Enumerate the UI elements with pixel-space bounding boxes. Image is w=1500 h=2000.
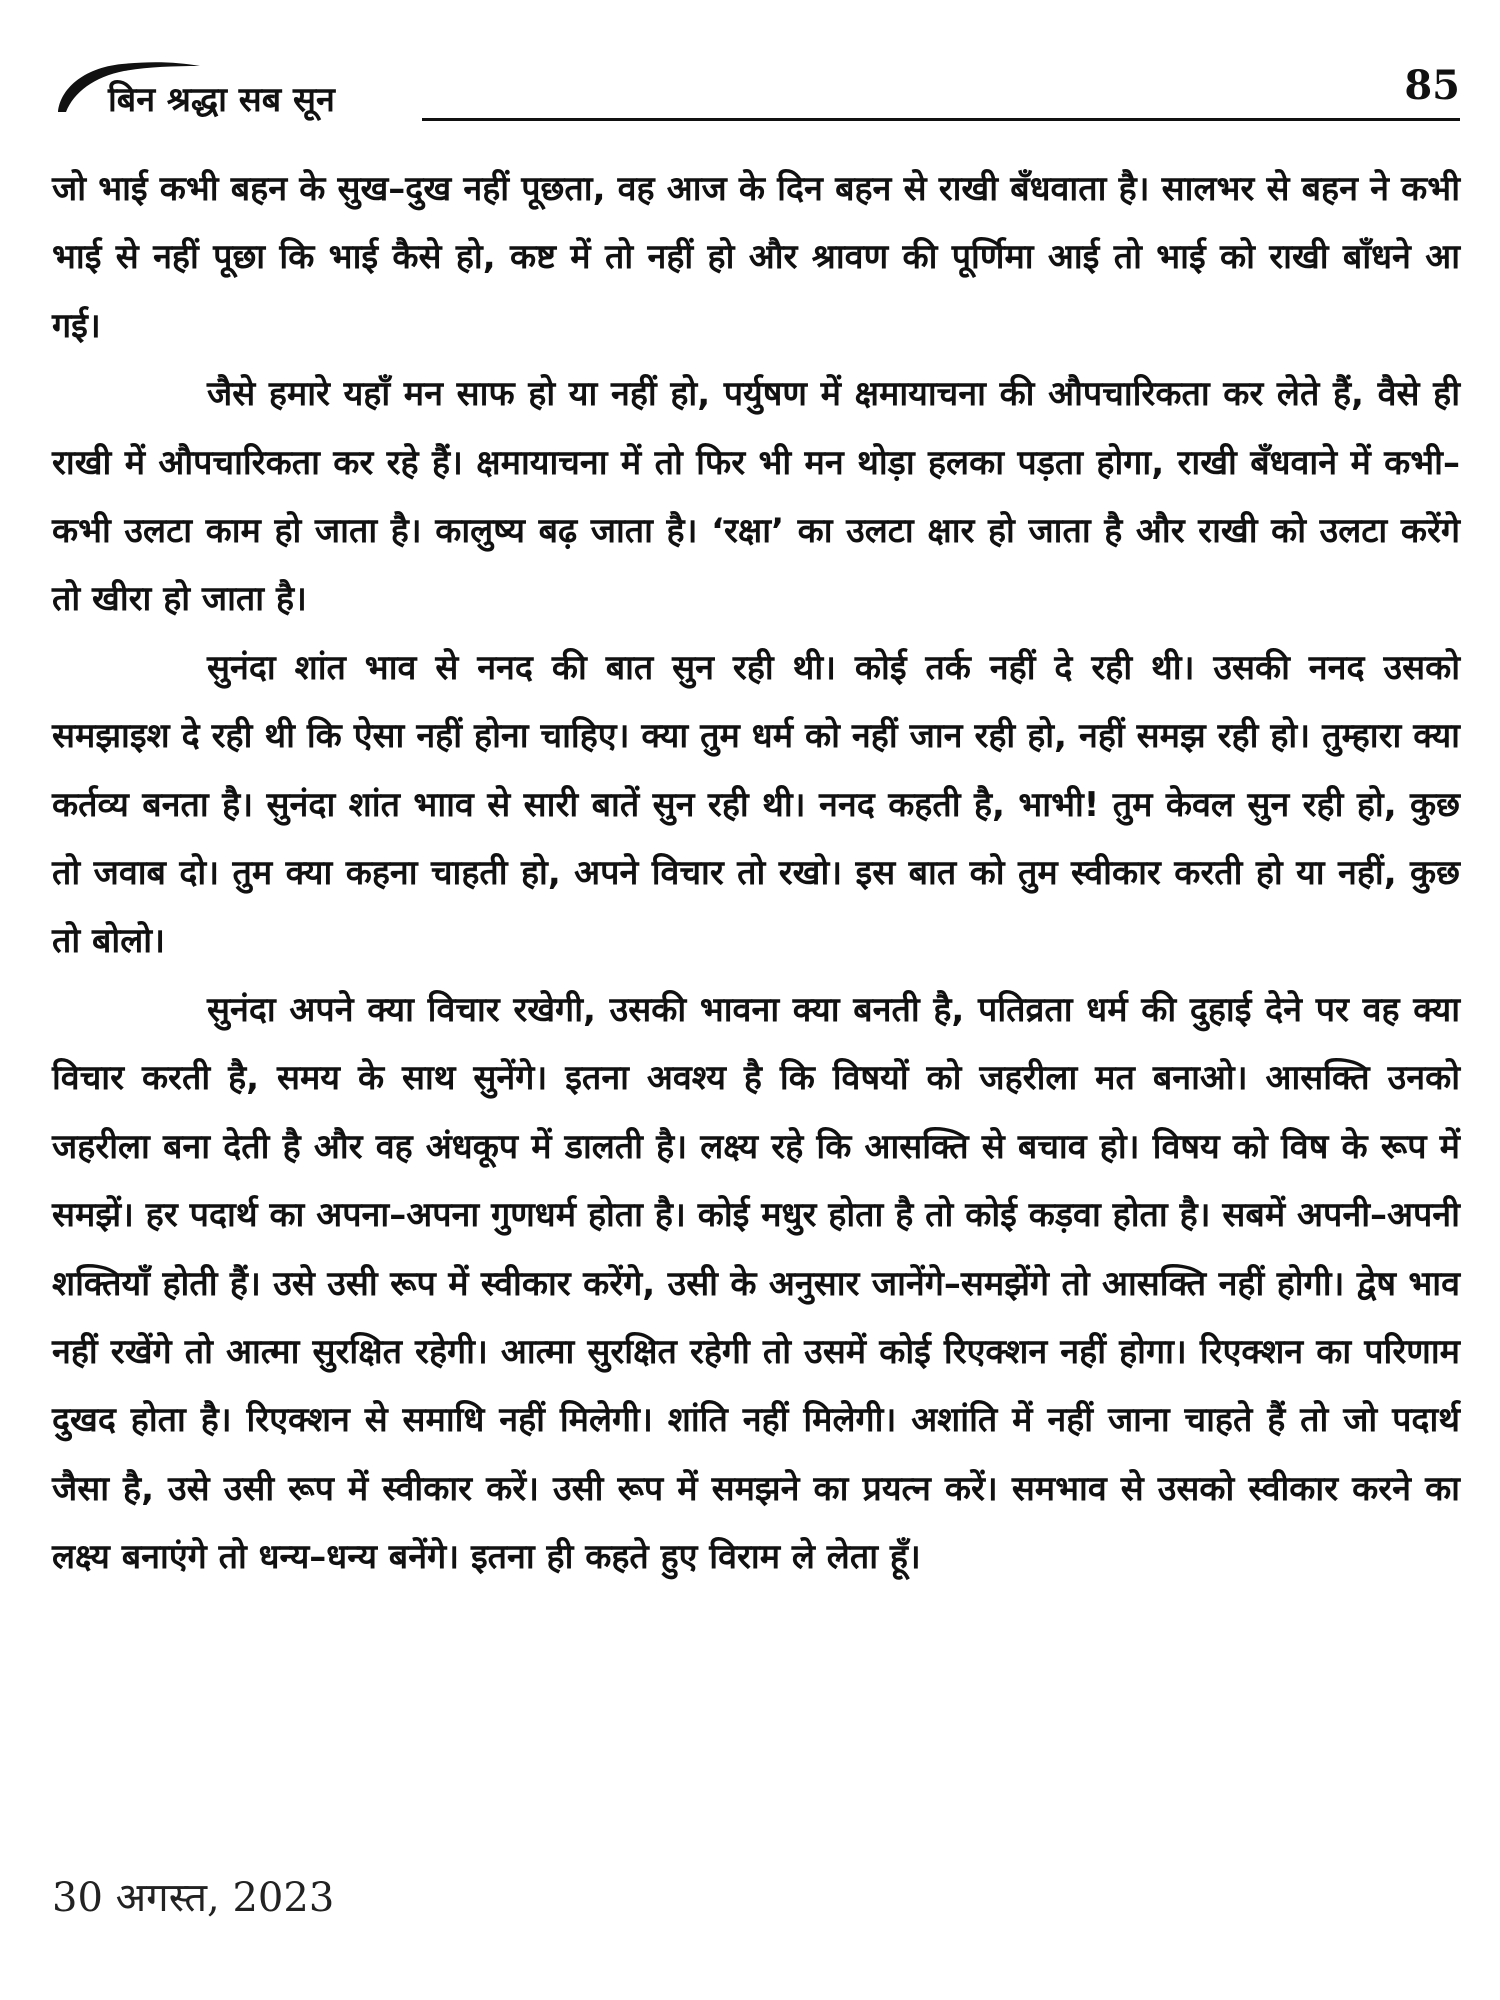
paragraph: सुनंदा अपने क्या विचार रखेगी, उसकी भावना क्या बनती है, पतिव्रता धर्म की दुहाई देने पर वह क्या विचार करती है, समय के साथ सुनेंगे। इतना अवश्य है कि विषयों को जहरीला मत बनाओ। आसक्ति उनको जहरीला बना देती है और वह अंधकूप में डालती है। लक्ष्य रहे कि आसक्ति से बचाव हो। विषय को विष के रूप में समझें। हर पदार्थ का अपना–अपना गुणधर्म होता है। कोई मधुर होता है तो कोई कड़वा होता है। सबमें अपनी–अपनी शक्तियाँ होती हैं। उसे उसी रूप में स्वीकार करेंगे, उसी के अनुसार जानेंगे–समझेंगे तो आसक्ति नहीं होगी। द्वेष भाव नहीं रखेंगे तो आत्मा सुरक्षित रहेगी। आत्मा सुरक्षित रहेगी तो उसमें कोई रिएक्शन नहीं होगा। रिएक्शन का परिणाम दुखद होता है। रिएक्शन से समाधि नहीं मिलेगी। शांति नहीं मिलेगी। अशांति में नहीं जाना चाहते हैं तो जो पदार्थ जैसा है, उसे उसी रूप में स्वीकार करें। उसी रूप में समझने का प्रयत्न करें। समभाव से उसको स्वीकार करने का लक्ष्य बनाएंगे तो धन्य–धन्य बनेंगे। इतना ही कहते हुए विराम ले लेता हूँ।: [52, 989, 1460, 1578]
paragraph: जो भाई कभी बहन के सुख–दुख नहीं पूछता, वह आज के दिन बहन से राखी बँधवाता है। सालभर से बहन ने कभी भाई से नहीं पूछा कि भाई कैसे हो, कष्ट में तो नहीं हो और श्रावण की पूर्णिमा आई तो भाई को राखी बाँधने आ गई।: [52, 169, 1460, 346]
page-number: 85: [1404, 62, 1460, 109]
paragraph: सुनंदा शांत भाव से ननद की बात सुन रही थी। कोई तर्क नहीं दे रही थी। उसकी ननद उसको समझाइश दे रही थी कि ऐसा नहीं होना चाहिए। क्या तुम धर्म को नहीं जान रही हो, नहीं समझ रही हो। तुम्हारा क्या कर्तव्य बनता है। सुनंदा शांत भााव से सारी बातें सुन रही थी। ननद कहती है, भाभी! तुम केवल सुन रही हो, कुछ तो जवाब दो। तुम क्या कहना चाहती हो, अपने विचार तो रखो। इस बात को तुम स्वीकार करती हो या नहीं, कुछ तो बोलो।: [52, 647, 1460, 962]
page-header: [52, 60, 1460, 128]
running-title: बिन श्रद्धा सब सून: [108, 80, 335, 120]
body-text: [52, 155, 1460, 1592]
date-line: 30 अगस्त, 2023: [52, 1875, 335, 1921]
paragraph: जैसे हमारे यहाँ मन साफ हो या नहीं हो, पर्युषण में क्षमायाचना की औपचारिकता कर लेते हैं, वैसे ही राखी में औपचारिकता कर रहे हैं। क्षमायाचना में तो फिर भी मन थोड़ा हलका पड़ता होगा, राखी बँधवाने में कभी–कभी उलटा काम हो जाता है। कालुष्य बढ़ जाता है। ‘रक्षा’ का उलटा क्षार हो जाता है और राखी को उलटा करेंगे तो खीरा हो जाता है।: [52, 374, 1460, 620]
header-rule: [422, 118, 1460, 121]
